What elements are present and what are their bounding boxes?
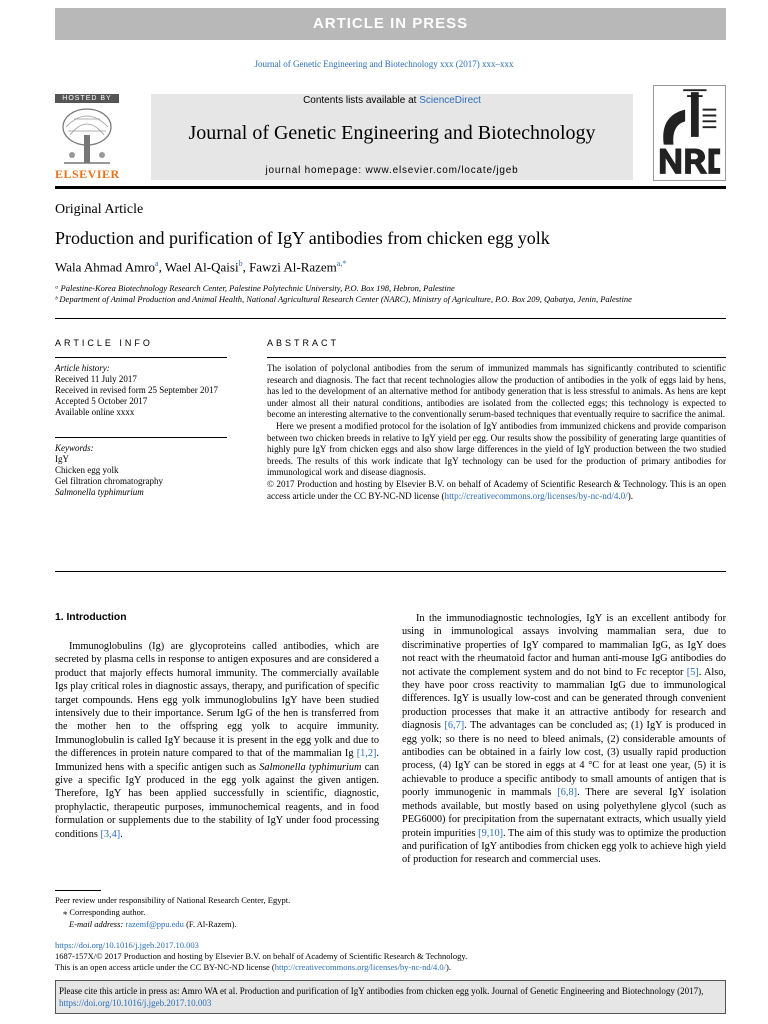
abstract-body <box>267 363 726 502</box>
keyword: Salmonella typhimurium <box>55 487 144 497</box>
oa-prefix: This is an open access article under the CC BY-NC-ND license ( <box>55 962 275 972</box>
corresponding-note: ⁎ Corresponding author. <box>63 907 146 917</box>
author-list <box>55 259 346 275</box>
intro-text: . There are several IgY isolation methods available, but mostly based on using polyethylene glycol (such as PEG6000) for precipitation from the supernatant extracts, which usually yield protein impurities <box>402 787 726 839</box>
nrc-logo <box>653 85 726 181</box>
elsevier-tree-logo <box>60 105 114 165</box>
intro-text: Immunoglobulins (Ig) are glycoproteins called antibodies, which are secreted by plasma cells in response to antigen exposures and are considered a product that majorly effects humoral immunity. The commercially available Igs play critical roles in diagnostic assays, therapy, and purification of specific target compounds. Hens egg yolk immunoglobulins IgY have been studied intensively due to their importance. Serum IgG of the hen is transferred from the mother hen to the offspring egg yolk to acquire immunity. Immunoglobulin is called IgY because it is present in the egg yolk and due to the differences in protein nature compared to that of the mammalian Ig <box>55 641 379 760</box>
intro-text: In the immunodiagnostic technologies, IgY is an excellent antibody for using in immunological assays involving mammalian sera, due to discriminative properties of IgY compared to mammalian IgG, as IgY does not react with the rheumatoid factor and human anti-mouse IgG antibodies do not activate the complement system and do not bind to Fc receptor <box>402 613 726 678</box>
hosted-by-label: HOSTED BY <box>55 94 119 103</box>
divider <box>55 437 227 438</box>
species-name: Salmonella typhimurium <box>259 761 362 773</box>
abstract-paragraph: Here we present a modified protocol for the isolation of IgY antibodies from immunized chickens and provide comparison between two chicken breeds in relative to IgY yield per egg. Our results show the possibility of generating large quantities of highly pure IgY from chicken eggs and also show large differences in the yield of IgY production between the two studied breeds. The results of this work indicate that IgY technology can be used for the production of primary antibodies for immunological work and disease diagnosis. <box>267 420 726 478</box>
history-item: Received in revised form 25 September 2017 <box>55 385 218 395</box>
cite-text: Please cite this article in press as: Amro WA et al. Production and purification of IgY antibodies from chicken egg yolk. Journal of Genetic Engineering and Biotechnology (2017), <box>59 986 704 996</box>
intro-paragraph <box>55 640 379 841</box>
license-close: ). <box>627 490 634 501</box>
email-suffix: (F. Al-Razem). <box>183 919 237 929</box>
journal-title: Journal of Genetic Engineering and Biotechnology <box>188 122 596 144</box>
intro-text: . <box>120 828 123 840</box>
open-access-line <box>55 962 467 973</box>
intro-text: can give a specific IgY produced in the egg yolk against the given antigen. Therefore, IgY has been applied successfully in scientific, diagnostic, prophylactic, therapeutic purposes, immunochemical reagents, and in food formulation or supplements due to the stability of IgY under food processing conditions <box>55 761 380 840</box>
history-item: Accepted 5 October 2017 <box>55 396 148 406</box>
homepage-prefix: journal homepage: <box>265 165 366 176</box>
article-title: Production and purification of IgY antibodies from chicken egg yolk <box>55 228 550 248</box>
email-note <box>55 918 379 930</box>
doi-link[interactable]: https://doi.org/10.1016/j.jgeb.2017.10.003 <box>55 940 199 950</box>
article-type: Original Article <box>55 202 144 217</box>
abstract-heading: ABSTRACT <box>267 338 340 348</box>
contents-prefix: Contents lists available at <box>303 95 420 106</box>
author-affil-link[interactable]: a <box>155 259 159 268</box>
email-link[interactable]: razemf@ppu.edu <box>125 919 184 929</box>
citation-link[interactable]: [6,8] <box>557 787 578 799</box>
history-item: Available online xxxx <box>55 407 135 417</box>
email-label: E-mail address: <box>69 919 126 929</box>
intro-left-column <box>55 640 379 841</box>
oa-license-link[interactable]: http://creativecommons.org/licenses/by-nc-nd/4.0/ <box>274 962 446 972</box>
keyword: Gel filtration chromatography <box>55 476 163 486</box>
intro-text: . The aim of this study was to optimize the production and purification of IgY antibodies from chicken egg yolk to achieve high yield of production for research and commercial uses. <box>402 827 727 866</box>
footnote-rule <box>55 890 101 891</box>
cite-doi-link[interactable]: https://doi.org/10.1016/j.jgeb.2017.10.003 <box>59 998 212 1008</box>
author-affil-link[interactable]: a,* <box>336 259 347 268</box>
homepage-url-link[interactable]: www.elsevier.com/locate/jgeb <box>365 165 519 176</box>
article-in-press-banner: ARTICLE IN PRESS <box>55 8 726 40</box>
author-name: Wael Al-Qaisi <box>164 259 239 275</box>
intro-text: . The advantages can be concluded as; (1) IgY is produced in egg yolk; so there is no need to bleed animals, (2) considerable amounts of antibodies can be obtained in a fairly low cost, (3) usually rapid production process, (4) IgY can be stored in eggs at 4 °C for at least one year, (5) it is achievable to produce a specific antibody to small amounts of antigen that is poorly immunogenic in mammals <box>402 720 726 799</box>
license-link[interactable]: http://creativecommons.org/licenses/by-nc-nd/4.0/ <box>444 490 628 501</box>
introduction-heading: 1. Introduction <box>55 612 127 623</box>
keyword: IgY <box>55 454 69 464</box>
divider <box>55 318 726 319</box>
contents-line <box>151 94 633 107</box>
footer <box>55 940 467 973</box>
abstract-copyright <box>267 479 726 502</box>
article-history <box>55 363 227 418</box>
header-rule <box>55 186 726 189</box>
keywords <box>55 443 227 498</box>
elsevier-wordmark: ELSEVIER <box>55 167 120 181</box>
sciencedirect-link[interactable]: ScienceDirect <box>419 95 481 106</box>
author-name: Fawzi Al-Razem <box>249 259 337 275</box>
keywords-label: Keywords: <box>55 443 94 453</box>
citation-link[interactable]: [6,7] <box>444 720 465 732</box>
copyright-text: © 2017 Production and hosting by Elsevier B.V. on behalf of Academy of Scientific Research & Technology. This is an open access article under the CC BY-NC-ND license ( <box>267 478 726 501</box>
article-info-heading: ARTICLE INFO <box>55 338 153 348</box>
author-affil-link[interactable]: b <box>238 259 243 268</box>
divider <box>55 357 227 358</box>
abstract-paragraph: The isolation of polyclonal antibodies from the serum of immunized mammals has significantly contributed to scientific research and diagnosis. The fact that recent technologies allow the production of antibodies in the yolk of eggs laid by hens, has led to the development of an alternative method for antibody generation that is less stressful to animals. As hens are kept under almost all their natural conditions, antibodies are isolated from the collected eggs; this technology is expected to become an interesting alternative to the conventionally serum-based techniques that eventually require to sacrifice the animal. <box>267 363 726 420</box>
citation-link[interactable]: [5] <box>686 666 699 678</box>
intro-paragraph <box>402 612 726 867</box>
affiliation-a: ᵃ Palestine-Korea Biotechnology Research Center, Palestine Polytechnic University, P.O. Box 198, Hebron, Palestine <box>55 283 455 293</box>
author-sep: , <box>242 259 250 275</box>
citation-link[interactable]: [3,4] <box>100 828 121 840</box>
issn-line: 1687-157X/© 2017 Production and hosting by Elsevier B.V. on behalf of Academy of Scientific Research & Technology. <box>55 951 468 961</box>
journal-citation-link[interactable]: Journal of Genetic Engineering and Biotechnology xxx (2017) xxx–xxx <box>254 59 514 69</box>
citation-link[interactable]: [1,2] <box>356 748 377 760</box>
divider <box>267 357 726 358</box>
intro-text: . Immunized hens with a specific antigen such as <box>55 748 379 773</box>
intro-right-column <box>402 612 726 867</box>
cite-this-article-box <box>55 980 726 1014</box>
author-sep: , <box>158 259 165 275</box>
history-item: Received 11 July 2017 <box>55 374 137 384</box>
keyword: Chicken egg yolk <box>55 465 119 475</box>
affiliation-b: ᵇ Department of Animal Production and Animal Health, National Agricultural Research Center (NARC), Ministry of Agriculture, P.O. Box 209, Qabatya, Jenin, Palestine <box>55 294 632 304</box>
history-label: Article history: <box>55 363 110 373</box>
intro-text: . Also, they have poor cross reactivity to mammalian IgG due to immunological differences. IgY is usually low-cost and can be generated through convenient production processes that make it an attractive antibody for research and diagnosis <box>402 666 726 732</box>
journal-homepage <box>151 165 633 176</box>
author-name: Wala Ahmad Amro <box>55 259 156 275</box>
citation-link[interactable]: [9,10] <box>478 827 504 839</box>
footnotes <box>55 894 379 930</box>
peer-review-note: Peer review under responsibility of National Research Center, Egypt. <box>55 895 291 905</box>
divider <box>55 571 726 572</box>
oa-suffix: ). <box>446 962 451 972</box>
